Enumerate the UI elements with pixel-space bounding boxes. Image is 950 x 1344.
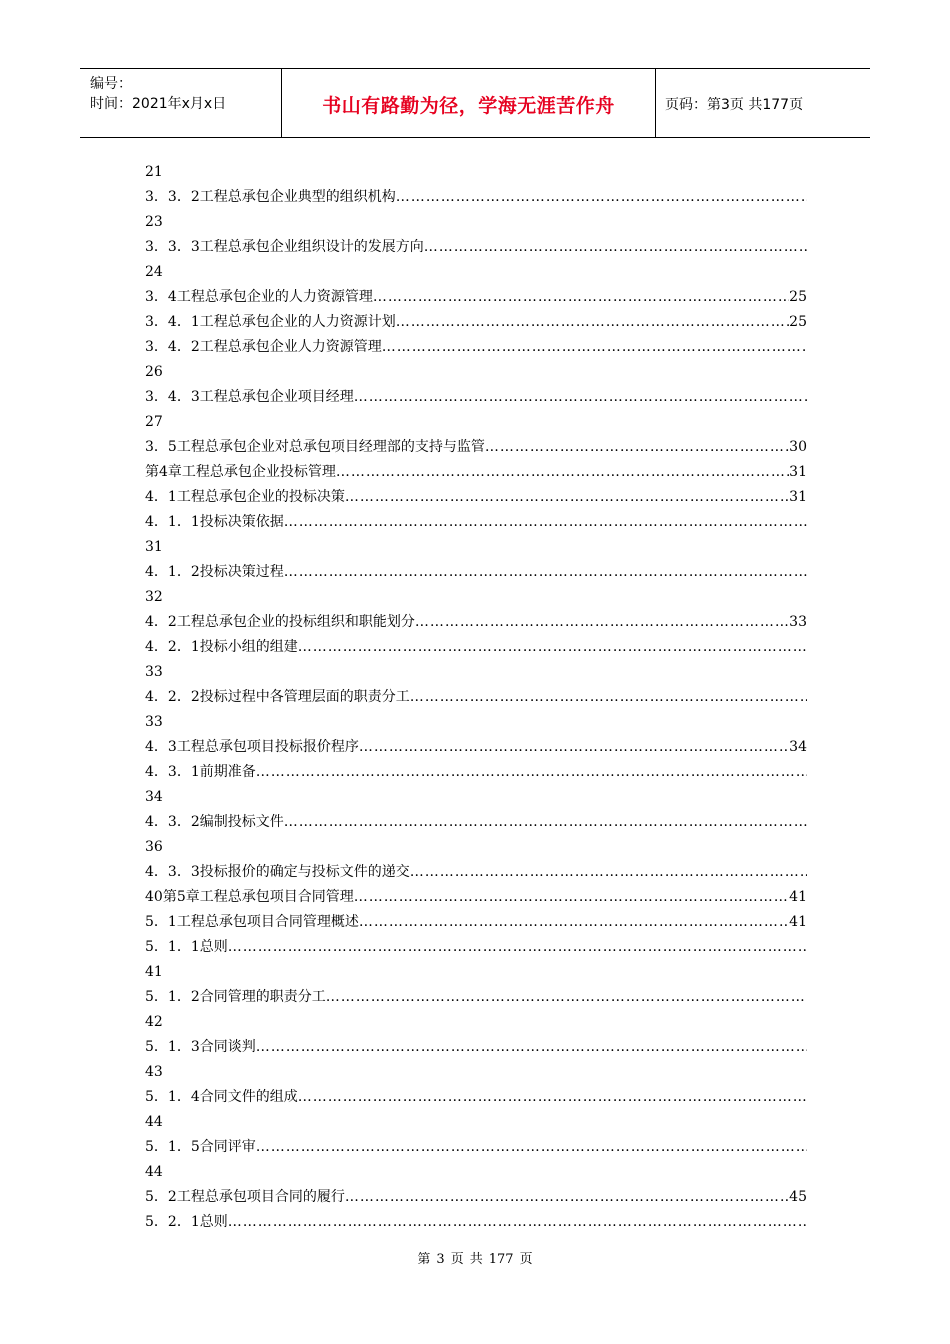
toc-entry [145,935,807,960]
toc-entry [145,760,807,785]
toc-entry-page: 45 [789,1189,807,1205]
toc-entry-page: 31 [789,489,807,505]
header-motto: 书山有路勤为径，学海无涯苦作舟 [322,95,615,117]
toc-leader-dots [354,385,807,410]
toc-entry [145,1210,807,1235]
toc-entry [145,710,807,735]
toc-entry [145,335,807,360]
footer-page-number: 3 [436,1252,445,1267]
toc-entry-title: 5．1．1总则 [145,939,228,955]
toc-entry-title: 32 [145,589,163,605]
toc-entry [145,1160,807,1185]
toc-entry-title: 40第5章工程总承包项目合同管理 [145,889,354,905]
header-page-number: 页码：第3页 共177页 [665,97,804,113]
toc-entry [145,285,807,310]
toc-entry [145,660,807,685]
toc-leader-dots [298,1085,807,1110]
toc-leader-dots [359,910,789,935]
toc-entry [145,310,807,335]
toc-entry [145,385,807,410]
toc-leader-dots [256,760,807,785]
toc-leader-dots [485,435,789,460]
toc-entry-page: 31 [789,464,807,480]
toc-entry [145,160,807,185]
footer-text: 页 [519,1252,533,1267]
toc-leader-dots [256,1135,807,1160]
toc-entry [145,485,807,510]
toc-entry-title: 23 [145,214,163,230]
toc-entry-page: 41 [789,914,807,930]
toc-entry-title: 4．3．1前期准备 [145,764,256,780]
footer-total-pages: 177 [488,1252,514,1267]
toc-leader-dots [354,885,789,910]
toc-entry-title: 3．3．2工程总承包企业典型的组织机构 [145,189,396,205]
toc-entry-title: 36 [145,839,163,855]
toc-entry-title: 44 [145,1114,163,1130]
toc-entry [145,635,807,660]
toc-leader-dots [228,935,807,960]
document-code-label: 编号： [90,76,132,92]
toc-leader-dots [336,460,789,485]
toc-entry [145,910,807,935]
toc-entry-title: 4．1工程总承包企业的投标决策 [145,489,345,505]
toc-entry-title: 3．3．3工程总承包企业组织设计的发展方向 [145,239,424,255]
toc-entry-title: 5．1工程总承包项目合同管理概述 [145,914,359,930]
toc-entry-title: 3．5工程总承包企业对总承包项目经理部的支持与监管 [145,439,485,455]
toc-entry-page: 34 [789,739,807,755]
toc-entry [145,435,807,460]
toc-entry [145,535,807,560]
footer-text: 第 [417,1252,431,1267]
toc-entry [145,585,807,610]
toc-leader-dots [424,235,807,260]
toc-entry-title: 27 [145,414,163,430]
toc-entry-title: 3．4．2工程总承包企业人力资源管理 [145,339,382,355]
toc-entry [145,1110,807,1135]
toc-entry [145,960,807,985]
toc-entry-page: 30 [789,439,807,455]
toc-entry-title: 44 [145,1164,163,1180]
toc-entry [145,560,807,585]
toc-entry-title: 31 [145,539,163,555]
header-page-cell [655,69,870,137]
toc-leader-dots [396,185,807,210]
toc-entry-title: 5．1．2合同管理的职责分工 [145,989,326,1005]
toc-entry-title: 42 [145,1014,163,1030]
toc-entry-title: 3．4．1工程总承包企业的人力资源计划 [145,314,396,330]
toc-entry-title: 34 [145,789,163,805]
page-header [80,68,870,138]
toc-leader-dots [359,735,789,760]
toc-entry-title: 4．3．3投标报价的确定与投标文件的递交 [145,864,410,880]
toc-entry-title: 4．2．1投标小组的组建 [145,639,298,655]
toc-entry [145,185,807,210]
toc-entry [145,1085,807,1110]
toc-entry-title: 33 [145,664,163,680]
toc-entry-title: 3．4．3工程总承包企业项目经理 [145,389,354,405]
toc-leader-dots [382,335,807,360]
toc-entry [145,835,807,860]
toc-leader-dots [396,310,789,335]
toc-entry [145,510,807,535]
toc-leader-dots [284,810,807,835]
toc-leader-dots [410,685,807,710]
toc-leader-dots [410,860,807,885]
toc-entry-title: 26 [145,364,163,380]
toc-entry-title: 4．3工程总承包项目投标报价程序 [145,739,359,755]
toc-entry [145,360,807,385]
toc-entry [145,1060,807,1085]
toc-entry-title: 41 [145,964,163,980]
toc-leader-dots [415,610,789,635]
toc-entry [145,885,807,910]
table-of-contents [145,160,807,1235]
toc-entry [145,235,807,260]
toc-entry [145,1185,807,1210]
toc-entry-title: 4．2．2投标过程中各管理层面的职责分工 [145,689,410,705]
document-date-label: 时间：2021年x月x日 [90,96,227,112]
toc-entry [145,1010,807,1035]
toc-entry-title: 4．1．2投标决策过程 [145,564,284,580]
toc-entry-title: 43 [145,1064,163,1080]
toc-entry-title: 5．2．1总则 [145,1214,228,1230]
toc-entry-title: 5．2工程总承包项目合同的履行 [145,1189,345,1205]
toc-entry-page: 41 [789,889,807,905]
footer-text: 共 [469,1252,483,1267]
toc-entry-title: 4．3．2编制投标文件 [145,814,284,830]
toc-entry-title: 5．1．5合同评审 [145,1139,256,1155]
toc-entry [145,210,807,235]
toc-entry-title: 21 [145,164,163,180]
toc-leader-dots [326,985,807,1010]
toc-leader-dots [284,560,807,585]
toc-entry [145,460,807,485]
toc-leader-dots [345,1185,789,1210]
toc-entry-page: 25 [789,314,807,330]
toc-entry-title: 4．1．1投标决策依据 [145,514,284,530]
toc-entry-title: 4．2工程总承包企业的投标组织和职能划分 [145,614,415,630]
toc-entry [145,810,807,835]
toc-leader-dots [228,1210,807,1235]
header-info-cell [80,69,281,137]
page-footer [0,1248,950,1267]
toc-leader-dots [373,285,789,310]
toc-entry [145,260,807,285]
toc-entry-title: 第4章工程总承包企业投标管理 [145,464,336,480]
toc-entry-title: 5．1．4合同文件的组成 [145,1089,298,1105]
toc-entry-title: 24 [145,264,163,280]
toc-leader-dots [284,510,807,535]
toc-entry [145,1135,807,1160]
toc-entry [145,610,807,635]
toc-entry-title: 3．4工程总承包企业的人力资源管理 [145,289,373,305]
toc-entry-title: 5．1．3合同谈判 [145,1039,256,1055]
toc-leader-dots [345,485,789,510]
footer-text: 页 [450,1252,464,1267]
toc-entry-page: 33 [789,614,807,630]
toc-entry [145,1035,807,1060]
toc-entry [145,410,807,435]
toc-entry [145,735,807,760]
toc-entry-page: 25 [789,289,807,305]
toc-entry [145,685,807,710]
header-motto-cell [281,69,656,137]
toc-entry-title: 33 [145,714,163,730]
toc-leader-dots [298,635,807,660]
toc-entry [145,985,807,1010]
toc-leader-dots [256,1035,807,1060]
toc-entry [145,785,807,810]
toc-entry [145,860,807,885]
